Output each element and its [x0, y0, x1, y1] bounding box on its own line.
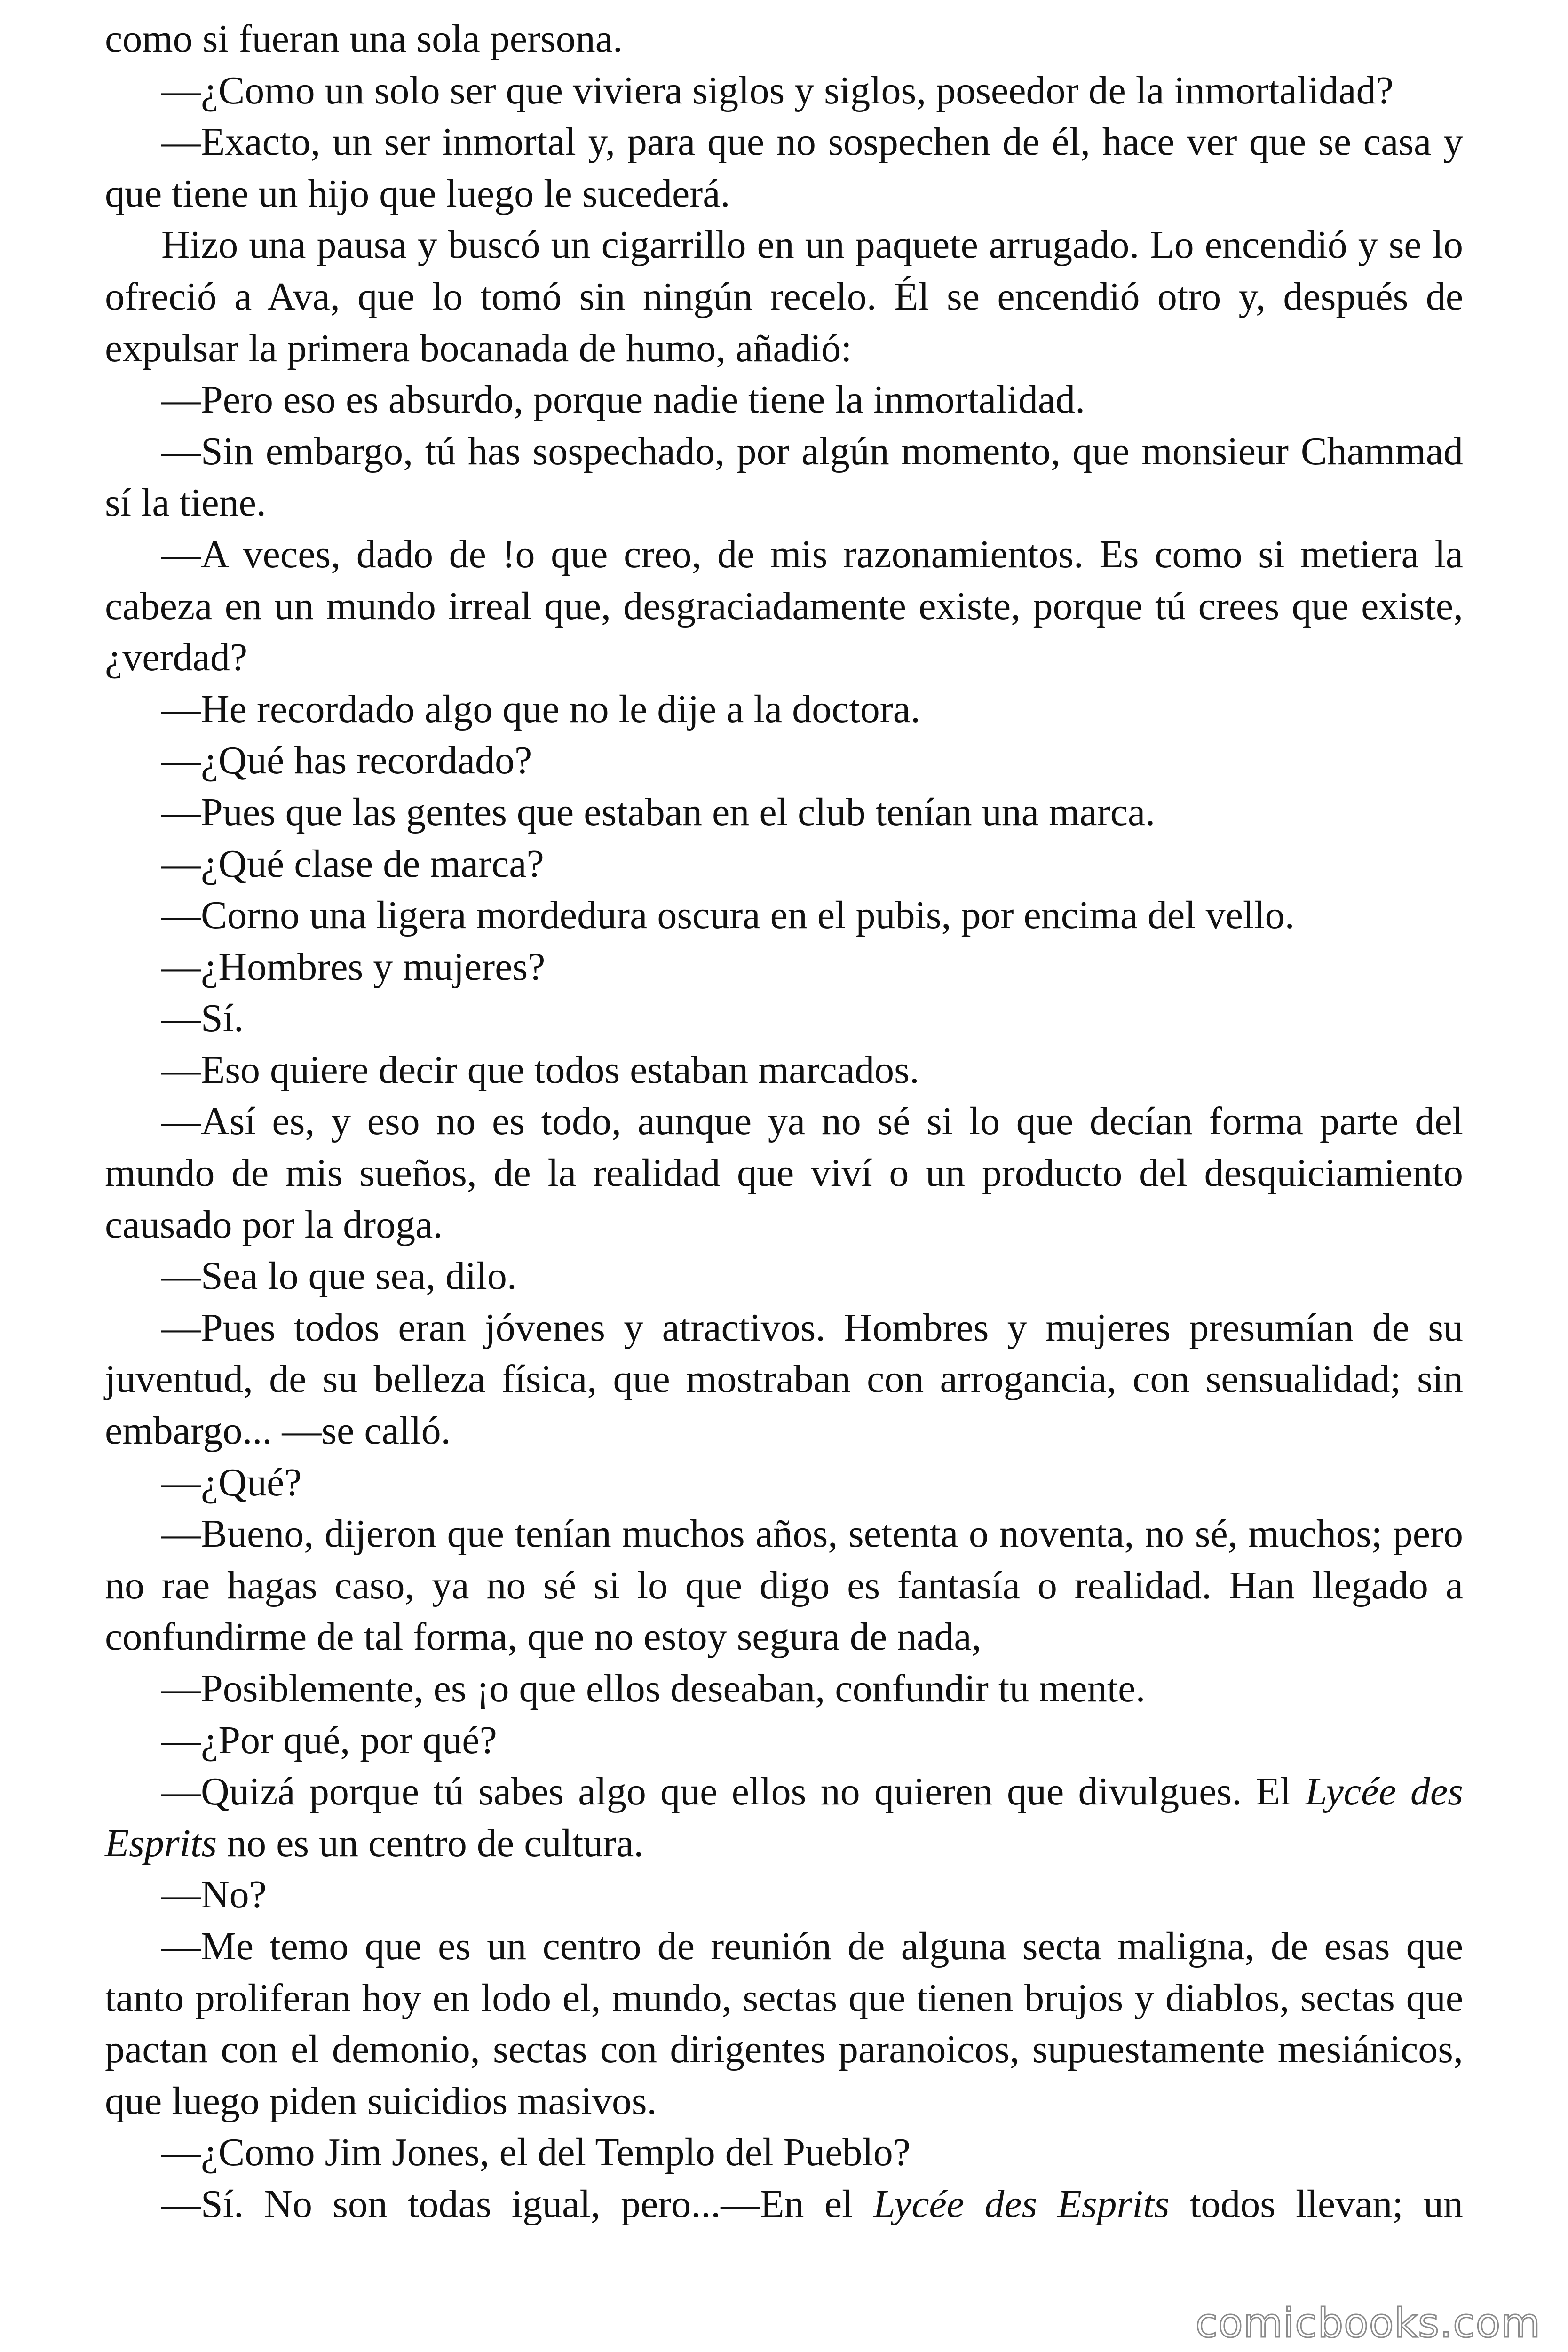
- paragraph-text: —Pues que las gentes que estaban en el club tenían una marca.: [161, 790, 1156, 834]
- paragraph-text: —Quizá porque tú sabes algo que ellos no quieren que divulgues. El: [161, 1770, 1306, 1814]
- paragraph-text: —Bueno, dijeron que tenían muchos años, setenta o noventa, no sé, muchos; pero no rae hagas caso, ya no sé si lo que digo es fantasía o realidad. Han llegado a confundirme de tal forma, que no estoy segura de nada,: [105, 1512, 1463, 1659]
- paragraph: [105, 529, 1463, 683]
- paragraph-text: como si fueran una sola persona.: [105, 17, 623, 61]
- paragraph: [105, 1096, 1463, 1250]
- paragraph-text: —¿Qué clase de marca?: [161, 842, 544, 886]
- paragraph-text: Hizo una pausa y buscó un cigarrillo en un paquete arrugado. Lo encendió y se lo ofreció a Ava, que lo tomó sin ningún recelo. Él se encendió otro y, después de expulsar la primera bocanada de humo, añadió:: [105, 223, 1463, 370]
- paragraph-text: —Exacto, un ser inmortal y, para que no sospechen de él, hace ver que se casa y que tiene un hijo que luego le sucederá.: [105, 120, 1463, 215]
- paragraph-text: —Posiblemente, es ¡o que ellos deseaban, confundir tu mente.: [161, 1667, 1146, 1710]
- paragraph: [105, 374, 1463, 426]
- document-page: [105, 13, 1463, 2230]
- paragraph: [105, 2127, 1463, 2178]
- italic-title-text: Lycée des Esprits: [873, 2182, 1170, 2226]
- paragraph: [105, 1663, 1463, 1715]
- paragraph: [105, 993, 1463, 1044]
- paragraph-text: —¿Qué?: [161, 1460, 302, 1504]
- paragraph-text: —Corno una ligera mordedura oscura en el pubis, por encima del vello.: [161, 893, 1295, 938]
- paragraph-text: —Pero eso es absurdo, porque nadie tiene la inmortalidad.: [161, 378, 1085, 422]
- paragraph-text: —Sea lo que sea, dilo.: [161, 1254, 517, 1298]
- paragraph-text: —Eso quiere decir que todos estaban marcados.: [161, 1048, 919, 1092]
- paragraph: [105, 1921, 1463, 2127]
- paragraph: [105, 1044, 1463, 1096]
- paragraph-text: —¿Qué has recordado?: [161, 739, 532, 783]
- paragraph: [105, 2178, 1463, 2230]
- paragraph-text: —¿Como un solo ser que viviera siglos y siglos, poseedor de la inmortalidad?: [161, 68, 1394, 112]
- paragraph: [105, 1250, 1463, 1302]
- paragraph: [105, 735, 1463, 787]
- paragraph: [105, 1457, 1463, 1509]
- paragraph: [105, 65, 1463, 117]
- paragraph: [105, 1715, 1463, 1766]
- paragraph: [105, 116, 1463, 219]
- paragraph-text: todos llevan; un: [1169, 2182, 1464, 2226]
- paragraph: [105, 1302, 1463, 1457]
- paragraph: [105, 1869, 1463, 1921]
- paragraph-text: —Pues todos eran jóvenes y atractivos. Hombres y mujeres presumían de su juventud, de su belleza física, que mostraban con arrogancia, con sensualidad; sin embargo... —se calló.: [105, 1305, 1463, 1453]
- paragraph-text: —¿Hombres y mujeres?: [161, 945, 546, 989]
- paragraph: [105, 1508, 1463, 1663]
- paragraph: [105, 683, 1463, 735]
- paragraph: [105, 426, 1463, 529]
- paragraph-text: —Sí. No son todas igual, pero...—En el: [161, 2182, 873, 2226]
- italic-title-text: Lycée des Esprits: [105, 1770, 1463, 1865]
- paragraph-text: —Me temo que es un centro de reunión de alguna secta maligna, de esas que tanto proliferan hoy en lodo el, mundo, sectas que tienen brujos y diablos, sectas que pactan con el demonio, sectas con dirigentes paranoicos, supuestamente mesiánicos, que luego piden suicidios masivos.: [105, 1924, 1463, 2123]
- paragraph-text: —¿Por qué, por qué?: [161, 1718, 497, 1762]
- paragraph-text: —Sin embargo, tú has sospechado, por algún momento, que monsieur Chammad sí la tiene.: [105, 429, 1463, 525]
- paragraph: [105, 941, 1463, 993]
- paragraph: [105, 219, 1463, 374]
- paragraph: [105, 1766, 1463, 1869]
- paragraph-text: —Así es, y eso no es todo, aunque ya no sé si lo que decían forma parte del mundo de mis sueños, de la realidad que viví o un producto del desquiciamiento causado por la droga.: [105, 1099, 1463, 1247]
- paragraph-text: —He recordado algo que no le dije a la doctora.: [161, 687, 921, 731]
- watermark: comicbooks.com: [1195, 2300, 1541, 2347]
- paragraph: [105, 787, 1463, 838]
- paragraph-text: —Sí.: [161, 996, 244, 1041]
- paragraph-text: no es un centro de cultura.: [217, 1821, 644, 1865]
- paragraph-text: —A veces, dado de !o que creo, de mis razonamientos. Es como si metiera la cabeza en un mundo irreal que, desgraciadamente existe, porque tú crees que existe, ¿verdad?: [105, 532, 1463, 680]
- paragraph-text: —¿Como Jim Jones, el del Templo del Pueblo?: [161, 2130, 911, 2175]
- paragraph-text: —No?: [161, 1873, 267, 1917]
- paragraph: [105, 890, 1463, 941]
- paragraph: [105, 838, 1463, 890]
- paragraph: [105, 13, 1463, 65]
